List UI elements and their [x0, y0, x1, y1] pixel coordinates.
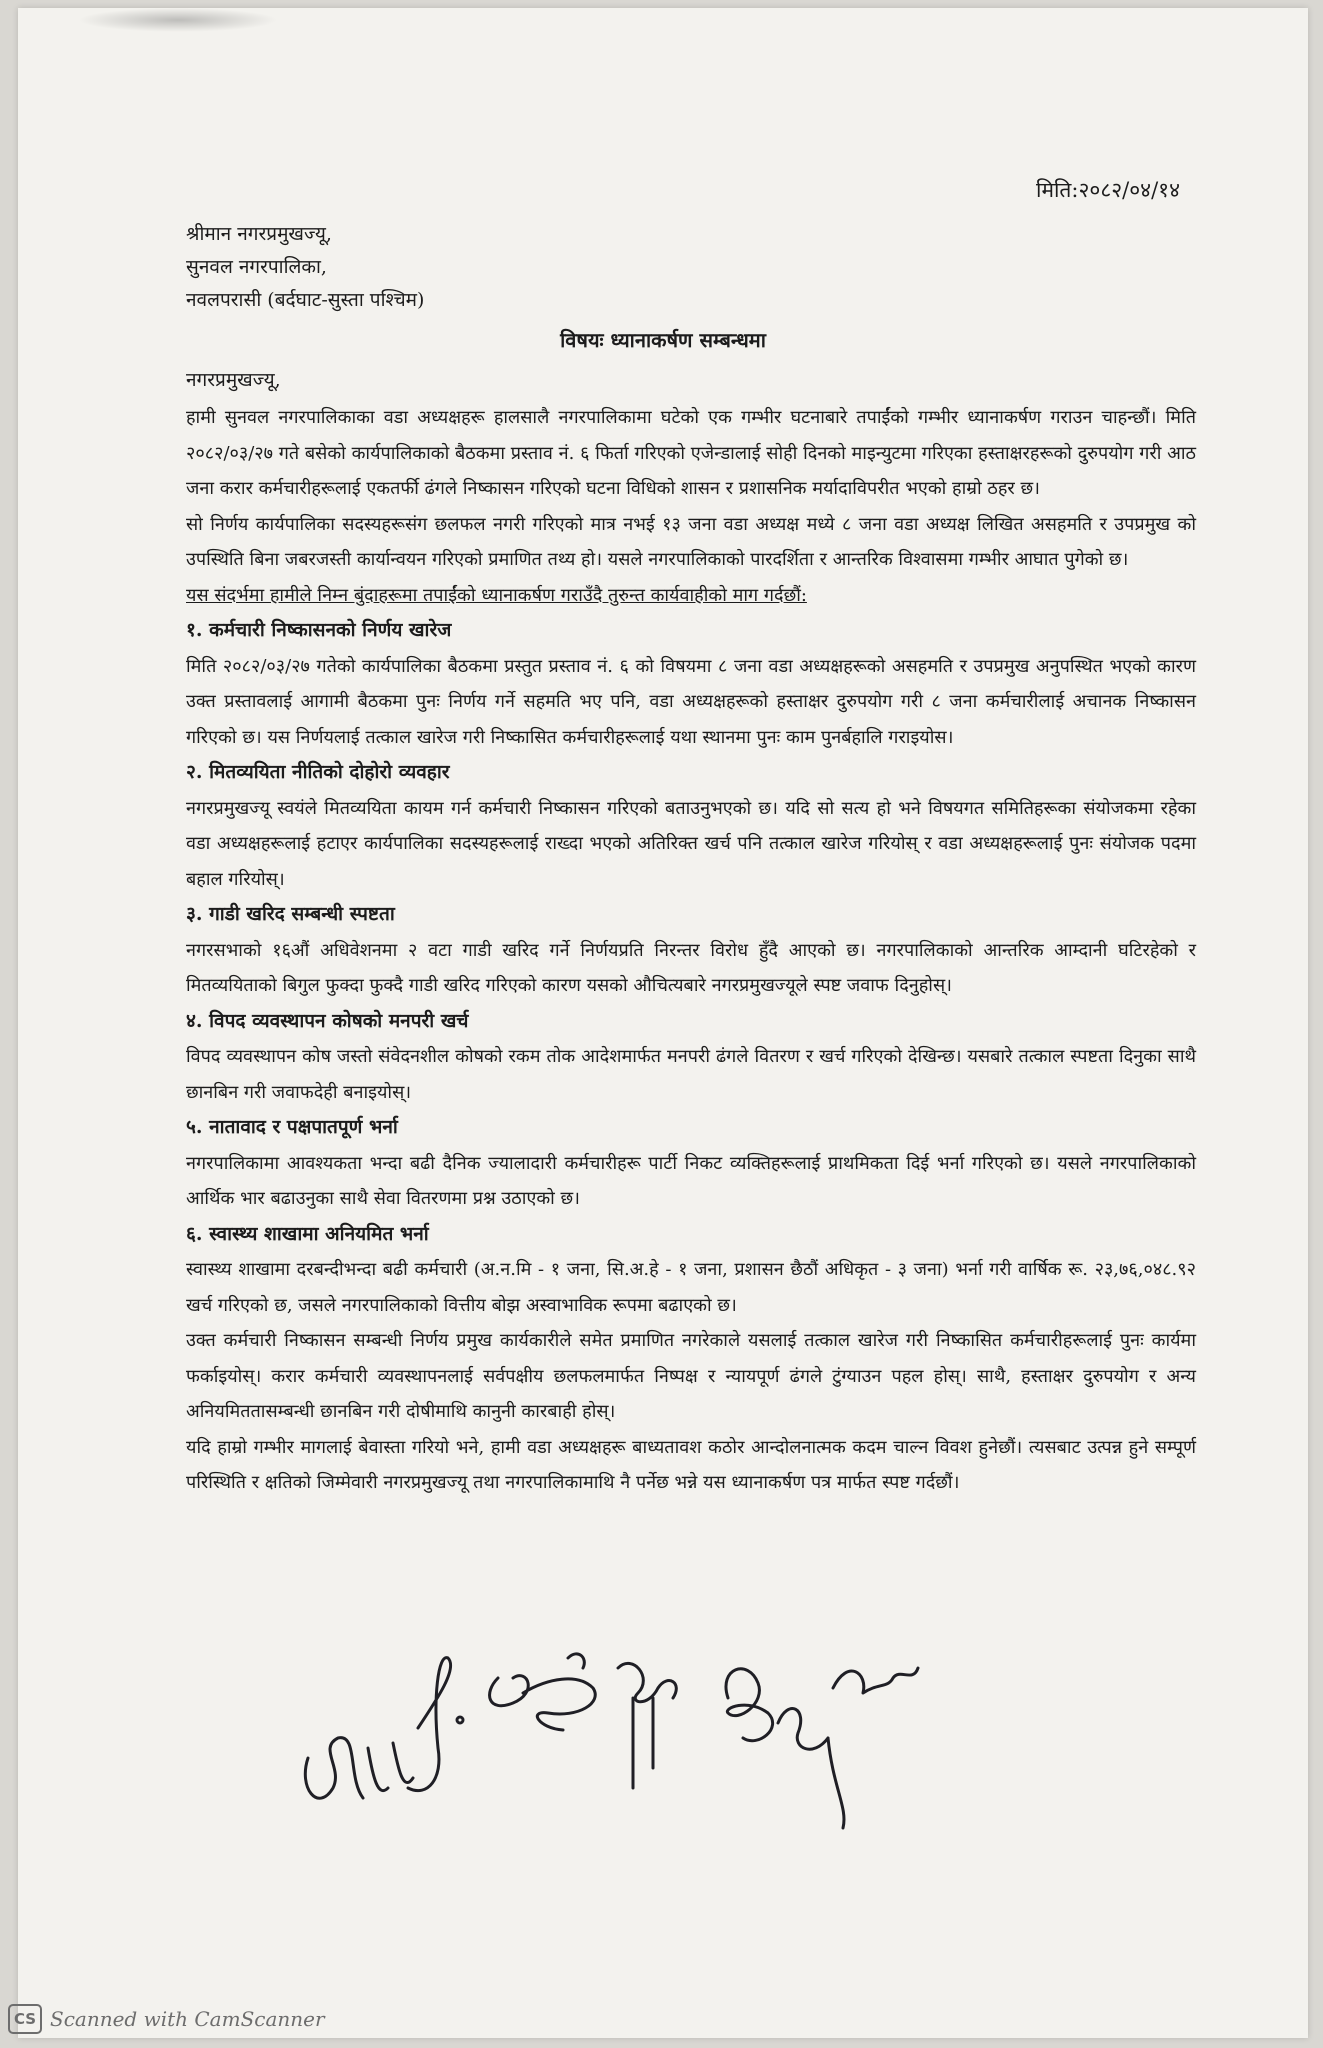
point-heading: १. कर्मचारी निष्कासनको निर्णय खारेज: [186, 619, 452, 641]
signatures-area: [288, 1638, 1138, 1838]
letter-sheet: [18, 8, 1308, 2038]
address-line: श्रीमान नगरप्रमुखज्यू,: [186, 223, 332, 245]
signature-stroke: [726, 1669, 773, 1741]
point-heading: ४. विपद व्यवस्थापन कोषको मनपरी खर्च: [186, 1009, 469, 1032]
closing-paragraph-2: यदि हाम्रो गम्भीर मागलाई बेवास्ता गरियो भने, हामी वडा अध्यक्षहरू बाध्यतावश कठोर आन्दोलनात्मक कदम चाल्न विवश हुनेछौं। त्यसबाट उत्पन्न हुने सम्पूर्ण परिस्थिति र क्षतिको जिम्मेवारी नगरप्रमुखज्यू तथा नगरपालिकामाथि नै पर्नेछ भन्ने यस ध्यानाकर्षण पत्र मार्फत स्पष्ट गर्दछौं।: [186, 1436, 1196, 1493]
signature-stroke: [408, 1658, 451, 1791]
point-text: नगरसभाको १६औं अधिवेशनमा २ वटा गाडी खरिद गर्ने निर्णयप्रति निरन्तर विरोध हुँदै आएको छ। नगरपालिकाको आन्तरिक आम्दानी घटिरहेको र मितव्ययिताको बिगुल फुक्दा फुक्दै गाडी खरिद गरिएको कारण यसको औचित्यबारे नगरप्रमुखज्यूले स्पष्ट जवाफ दिनुहोस्।: [186, 939, 1196, 996]
scan-smudge: [78, 8, 278, 32]
address-line: नवलपरासी (बर्दघाट-सुस्ता पश्चिम): [186, 289, 425, 311]
salutation: नगरप्रमुखज्यू,: [186, 369, 281, 391]
point-heading: ६. स्वास्थ्य शाखामा अनियमित भर्ना: [186, 1222, 429, 1245]
letter-subject: विषयः ध्यानाकर्षण सम्बन्धमा: [560, 328, 766, 352]
signature-stroke: [568, 1654, 584, 1668]
point-heading: ५. नातावाद र पक्षपातपूर्ण भर्ना: [186, 1116, 398, 1138]
point-text: स्वास्थ्य शाखामा दरबन्दीभन्दा बढी कर्मचारी (अ.न.मि - १ जना, सि.अ.हे - १ जना, प्रशासन छैठौं अधिकृत - ३ जना) भर्ना गरी वार्षिक रू. २३,७६,०४८.९२ खर्च गरिएको छ, जसले नगरपालिकाको वित्तीय बोझ अस्वाभाविक रूपमा बढाएको छ।: [186, 1259, 1196, 1316]
point-heading: ३. गाडी खरिद सम्बन्धी स्पष्टता: [186, 903, 395, 925]
signature-stroke: [633, 1698, 653, 1788]
point-heading: २. मितव्ययिता नीतिको दोहोरो व्यवहार: [186, 761, 450, 783]
signature-stroke: [833, 1668, 918, 1693]
recipient-address: [186, 218, 424, 317]
signature-stroke: [305, 1738, 363, 1799]
scanner-text: Scanned with CamScanner: [50, 2007, 325, 2031]
point-text: नगरप्रमुखज्यू स्वयंले मितव्ययिता कायम गर्न कर्मचारी निष्कासन गरिएको बताउनुभएको छ। यदि सो सत्य हो भने विषयगत समितिहरूका संयोजकमा रहेका वडा अध्यक्षहरूलाई हटाएर कार्यपालिका सदस्यहरूलाई राख्दा भएको अतिरिक्त खर्च पनि तत्काल खारेज गरियोस् र वडा अध्यक्षहरूलाई पुनः संयोजक पदमा बहाल गरियोस्।: [186, 797, 1196, 890]
signature-stroke: [778, 1709, 844, 1828]
scanner-watermark: [8, 2004, 325, 2034]
closing-paragraph-1: उक्त कर्मचारी निष्कासन सम्बन्धी निर्णय प्रमुख कार्यकारीले समेत प्रमाणित नगरेकाले यसलाई तत्काल खारेज गरी निष्कासित कर्मचारीहरूलाई पुनः कार्यमा फर्काइयोस्। करार कर्मचारी व्यवस्थापनलाई सर्वपक्षीय छलफलमार्फत निष्पक्ष र न्यायपूर्ण ढंगले टुंग्याउन पहल होस्। साथै, हस्ताक्षर दुरुपयोग र अन्य अनियमिततासम्बन्धी छानबिन गरी दोषीमाथि कानुनी कारबाही होस्।: [186, 1330, 1196, 1422]
camscanner-logo: CS: [8, 2004, 42, 2034]
letter-body: [186, 400, 1196, 1501]
demand-intro: यस संदर्भमा हामीले निम्न बुंदाहरूमा तपाईंको ध्यानाकर्षण गराउँदै तुरुन्त कार्यवाहीको माग गर्दछौं:: [186, 584, 807, 606]
address-line: सुनवल नगरपालिका,: [186, 256, 327, 278]
intro-paragraph: हामी सुनवल नगरपालिकाका वडा अध्यक्षहरू हालसालै नगरपालिकामा घटेको एक गम्भीर घटनाबारे तपाईंको गम्भीर ध्यानाकर्षण गराउन चाहन्छौं। मिति २०८२/०३/२७ गते बसेको कार्यपालिकाको बैठकमा प्रस्ताव नं. ६ फिर्ता गरिएको एजेन्डालाई सोही दिनको माइन्युटमा गरिएका हस्ताक्षरहरूको दुरुपयोग गरी आठ जना करार कर्मचारीहरूलाई एकतर्फी ढंगले निष्कासन गरिएको घटना विधिको शासन र प्रशासनिक मर्यादाविपरीत भएको हाम्रो ठहर छ।: [186, 407, 1196, 499]
signature-stroke: [490, 1676, 596, 1730]
point-text: विपद व्यवस्थापन कोष जस्तो संवेदनशील कोषको रकम तोक आदेशमार्फत मनपरी ढंगले वितरण र खर्च गरिएको देखिन्छ। यसबारे तत्काल स्पष्टता दिनुका साथै छानबिन गरी जवाफदेही बनाइयोस्।: [186, 1046, 1196, 1103]
signature-stroke: [368, 1743, 413, 1791]
point-text: नगरपालिकामा आवश्यकता भन्दा बढी दैनिक ज्यालादारी कर्मचारीहरू पार्टी निकट व्यक्तिहरूलाई प्राथमिकता दिई भर्ना गरिएको छ। यसले नगरपालिकाको आर्थिक भार बढाउनुका साथै सेवा वितरणमा प्रश्न उठाएको छ।: [186, 1152, 1196, 1209]
letter-date: मिति:२०८२/०४/१४: [1036, 178, 1180, 202]
point-text: मिति २०८२/०३/२७ गतेको कार्यपालिका बैठकमा प्रस्तुत प्रस्ताव नं. ६ को विषयमा ८ जना वडा अध्यक्षहरूको असहमति र उपप्रमुख अनुपस्थित भएको कारण उक्त प्रस्तावलाई आगामी बैठकमा पुनः निर्णय गर्ने सहमति भए पनि, वडा अध्यक्षहरूको हस्ताक्षर दुरुपयोग गरी ८ जना कर्मचारीलाई अचानक निष्कासन गरिएको छ। यस निर्णयलाई तत्काल खारेज गरी निष्कासित कर्मचारीहरूलाई यथा स्थानमा पुनः काम पुनर्बहालि गराइयोस।: [186, 655, 1196, 748]
signature-stroke: [618, 1663, 676, 1701]
signature-dot: [457, 1717, 463, 1723]
second-paragraph: सो निर्णय कार्यपालिका सदस्यहरूसंग छलफल नगरी गरिएको मात्र नभई १३ जना वडा अध्यक्ष मध्ये ८ जना वडा अध्यक्ष लिखित असहमति र उपप्रमुख को उपस्थिति बिना जबरजस्ती कार्यान्वयन गरिएको प्रमाणित तथ्य हो। यसले नगरपालिकाको पारदर्शिता र आन्तरिक विश्वासमा गम्भीर आघात पुगेको छ।: [186, 513, 1196, 570]
handwritten-signatures: [288, 1638, 1138, 1838]
